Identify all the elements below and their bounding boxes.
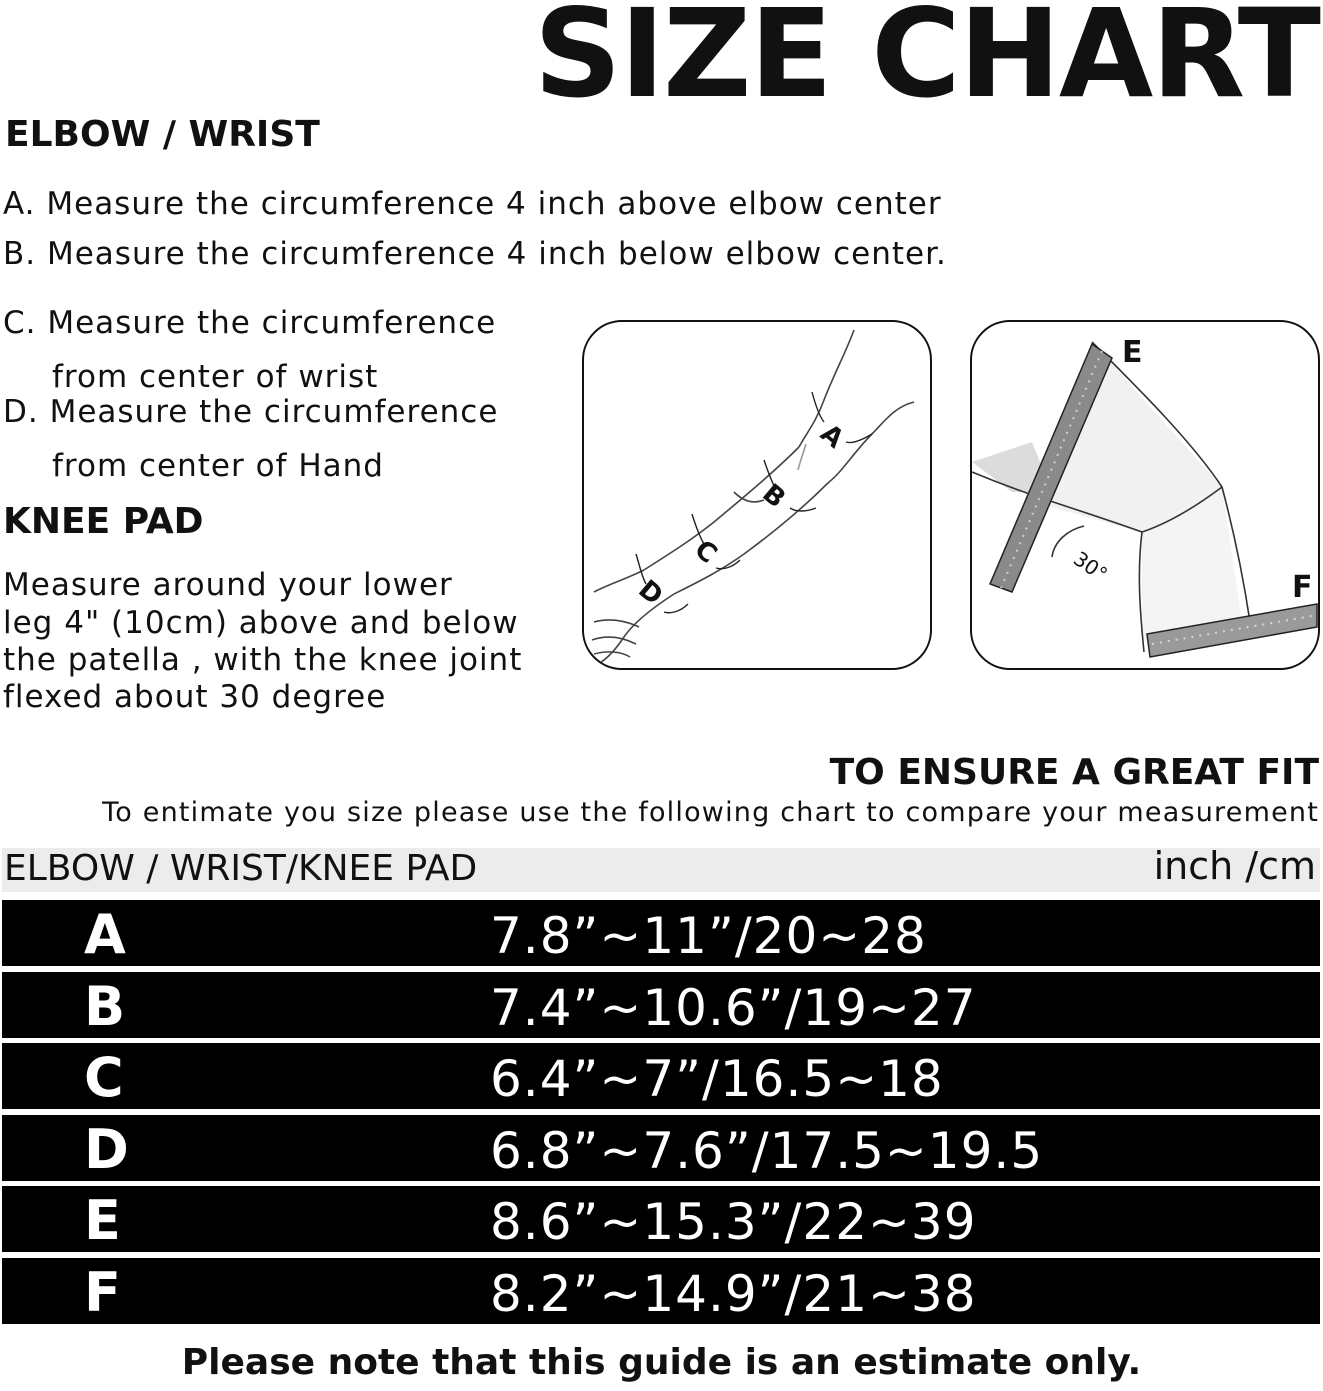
knee-instruction-line: leg 4" (10cm) above and below [3, 605, 519, 641]
size-value: 6.4”~7”/16.5~18 [490, 1050, 944, 1108]
knee-instruction-line: flexed about 30 degree [3, 679, 387, 715]
size-value: 8.2”~14.9”/21~38 [490, 1264, 977, 1323]
table-row [2, 900, 1320, 966]
knee-instruction-line: the patella , with the knee joint [3, 642, 523, 678]
size-key: E [84, 1189, 121, 1252]
instruction-c-detail: from center of wrist [52, 359, 379, 395]
instruction-a: A. Measure the circumference 4 inch above elbow center [3, 186, 942, 222]
instruction-c: C. Measure the circumference [3, 305, 497, 341]
table-row [2, 1043, 1320, 1109]
table-header-units: inch /cm [1153, 844, 1316, 888]
elbow-wrist-heading: ELBOW / WRIST [5, 114, 320, 155]
table-header-label: ELBOW / WRIST/KNEE PAD [4, 848, 478, 889]
estimate-note: Please note that this guide is an estimate only. [181, 1342, 1142, 1383]
arm-measurement-figure [582, 320, 932, 670]
size-key: A [84, 903, 126, 966]
label-b: B [756, 478, 791, 515]
size-key: B [84, 974, 126, 1038]
label-f: F [1292, 570, 1313, 605]
label-d: D [632, 574, 669, 612]
instruction-d-detail: from center of Hand [52, 448, 384, 484]
size-key: D [84, 1117, 129, 1181]
instruction-b: B. Measure the circumference 4 inch below elbow center. [3, 236, 947, 272]
label-e: E [1122, 335, 1143, 370]
size-key: F [84, 1260, 121, 1324]
table-row [2, 1115, 1320, 1181]
instruction-d: D. Measure the circumference [3, 394, 499, 430]
size-key: C [84, 1046, 124, 1109]
fit-subtitle: To entimate you size please use the following chart to compare your measurement [102, 797, 1319, 828]
knee-illustration [972, 322, 1318, 668]
label-c: C [688, 534, 723, 570]
fit-heading: TO ENSURE A GREAT FIT [829, 752, 1319, 793]
knee-pad-heading: KNEE PAD [3, 501, 204, 542]
size-value: 7.8”~11”/20~28 [490, 907, 927, 965]
knee-instruction-line: Measure around your lower [3, 567, 453, 603]
label-a: A [814, 418, 850, 455]
table-header [2, 844, 1320, 892]
angle-label: 30° [1069, 546, 1112, 587]
size-value: 7.4”~10.6”/19~27 [490, 978, 977, 1037]
table-row [2, 1258, 1320, 1324]
table-row [2, 1186, 1320, 1252]
table-row [2, 972, 1320, 1038]
size-table [2, 900, 1320, 1329]
knee-measurement-figure [970, 320, 1320, 670]
page-title: SIZE CHART [533, 0, 1319, 125]
size-value: 6.8”~7.6”/17.5~19.5 [490, 1121, 1044, 1180]
arm-illustration [584, 322, 930, 668]
size-value: 8.6”~15.3”/22~39 [490, 1193, 977, 1251]
